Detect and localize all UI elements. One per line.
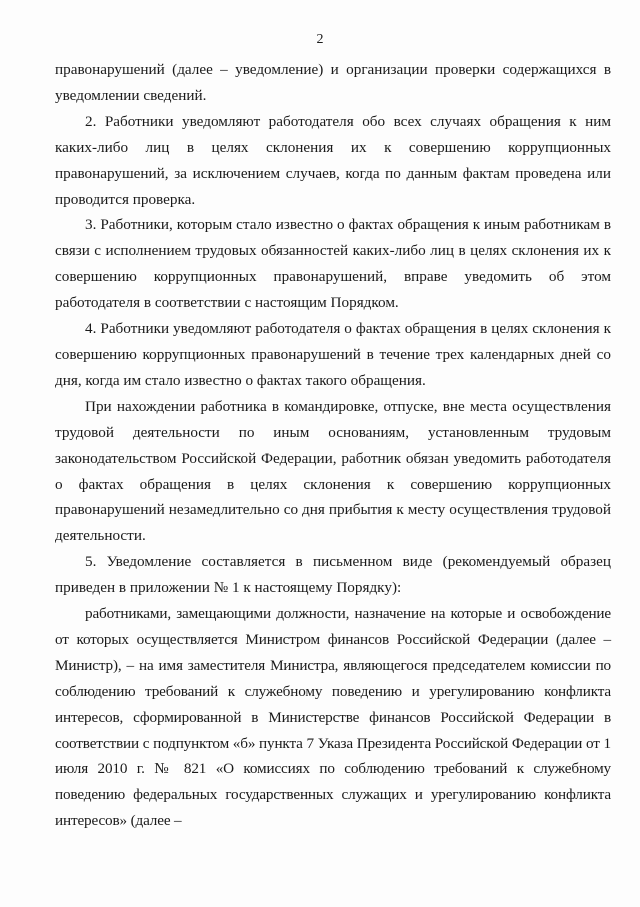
paragraph-continuation: правонарушений (далее – уведомление) и организации проверки содержащихся в уведомлении сведений. (55, 61, 611, 104)
page-number: 2 (316, 32, 324, 47)
paragraph-item-2: 2. Работники уведомляют работодателя обо всех случаях обращения к ним каких-либо лиц в целях склонения их к совершению коррупционных правонарушений, за исключением случаев, когда по данным фактам проведена или проводится проверка. (55, 112, 611, 208)
paragraph-employees-minister: работниками, замещающими должности, назначение на которые и освобождение от которых осуществляется Министром финансов Российской Федерации (далее – Министр), – на имя заместителя Министра, являющегося председателем комиссии по соблюдению требований к служебному поведению и урегулированию конфликта интересов, сформированной в Министерстве финансов Российской Федерации в соответствии с подпунктом «б» пункта 7 Указа Президента Российской Федерации от 1 июля 2010 г. № 821 «О комиссиях по соблюдению требований к служебному поведению федеральных государственных служащих и урегулированию конфликта интересов» (далее – (55, 605, 611, 830)
paragraph-item-5: 5. Уведомление составляется в письменном виде (рекомендуемый образец приведен в приложении № 1 к настоящему Порядку): (55, 553, 611, 597)
document-body (55, 57, 611, 834)
paragraph-business-trip: При нахождении работника в командировке, отпуске, вне места осуществления трудовой деятельности по иным основаниям, установленным трудовым законодательством Российской Федерации, работник обязан уведомить работодателя о фактах обращения в целях склонения к совершению коррупционных правонарушений незамедлительно со дня прибытия к месту осуществления трудовой деятельности. (55, 397, 611, 545)
paragraph-item-4: 4. Работники уведомляют работодателя о фактах обращения в целях склонения к совершению коррупционных правонарушений в течение трех календарных дней со дня, когда им стало известно о фактах такого обращения. (55, 320, 611, 389)
paragraph-item-3: 3. Работники, которым стало известно о фактах обращения к иным работникам в связи с исполнением трудовых обязанностей каких-либо лиц в целях склонения их к совершению коррупционных правонарушений, вправе уведомить об этом работодателя в соответствии с настоящим Порядком. (55, 216, 611, 312)
